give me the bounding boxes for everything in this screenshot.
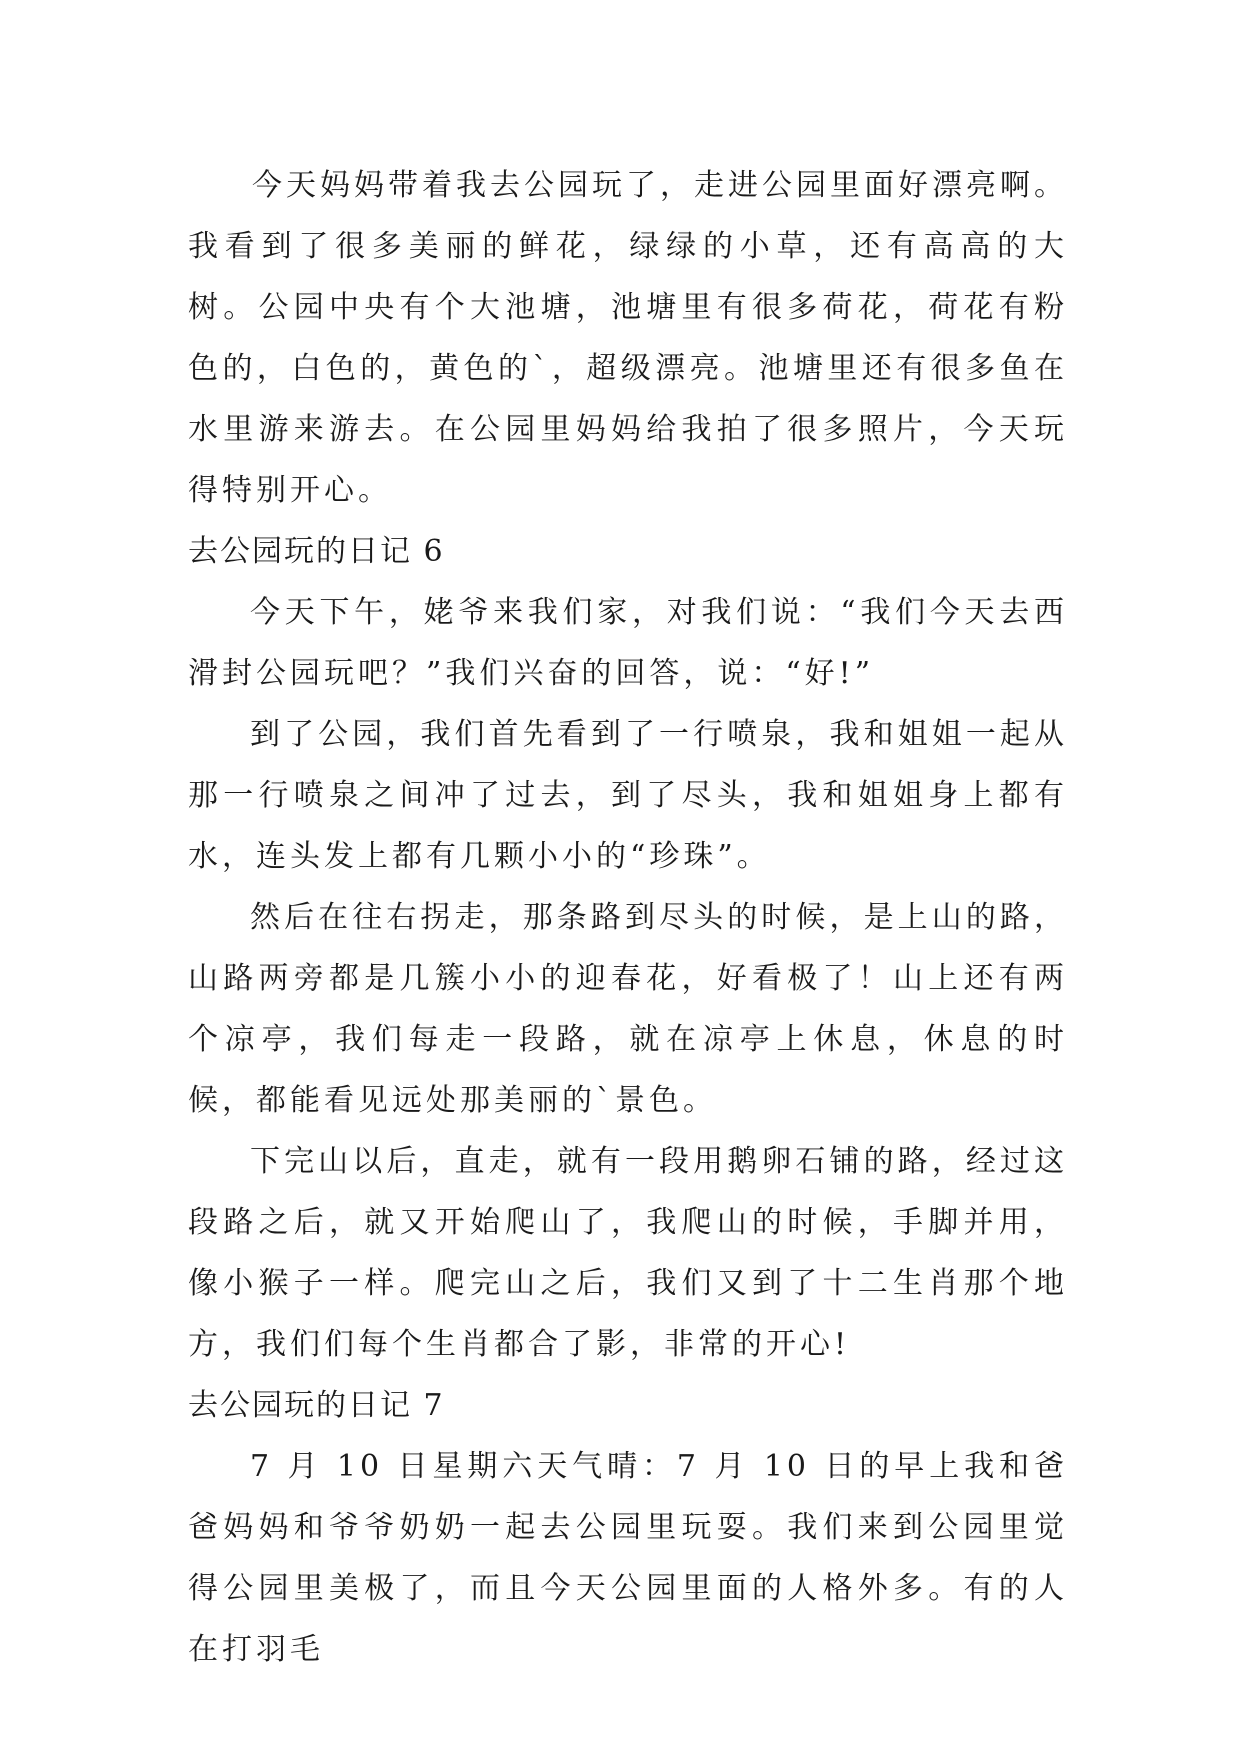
document-body [188,155,1068,1680]
paragraph: 下完山以后，直走，就有一段用鹅卵石铺的路，经过这段路之后，就又开始爬山了，我爬山的时候，手脚并用，像小猴子一样。爬完山之后，我们又到了十二生肖那个地方，我们们每个生肖都合了影，非常的开心! [188,1144,1068,1362]
paragraph: 然后在往右拐走，那条路到尽头的时候，是上山的路，山路两旁都是几簇小小的迎春花，好看极了！山上还有两个凉亭，我们每走一段路，就在凉亭上休息，休息的时候，都能看见远处那美丽的`景色。 [188,900,1068,1118]
section-heading: 去公园玩的日记 7 [188,1388,445,1423]
paragraph: 今天妈妈带着我去公园玩了，走进公园里面好漂亮啊。我看到了很多美丽的鲜花，绿绿的小草，还有高高的大树。公园中央有个大池塘，池塘里有很多荷花，荷花有粉色的，白色的，黄色的`，超级漂亮。池塘里还有很多鱼在水里游来游去。在公园里妈妈给我拍了很多照片，今天玩得特别开心。 [188,168,1068,508]
paragraph: 今天下午，姥爷来我们家，对我们说：“我们今天去西滑封公园玩吧？”我们兴奋的回答，说：“好!” [188,595,1068,691]
section-heading: 去公园玩的日记 6 [188,534,445,569]
paragraph: 到了公园，我们首先看到了一行喷泉，我和姐姐一起从那一行喷泉之间冲了过去，到了尽头，我和姐姐身上都有水，连头发上都有几颗小小的“珍珠”。 [188,717,1068,874]
paragraph: 7 月 10 日星期六天气晴：7 月 10 日的早上我和爸爸妈妈和爷爷奶奶一起去公园里玩耍。我们来到公园里觉得公园里美极了，而且今天公园里面的人格外多。有的人在打羽毛 [188,1449,1068,1667]
